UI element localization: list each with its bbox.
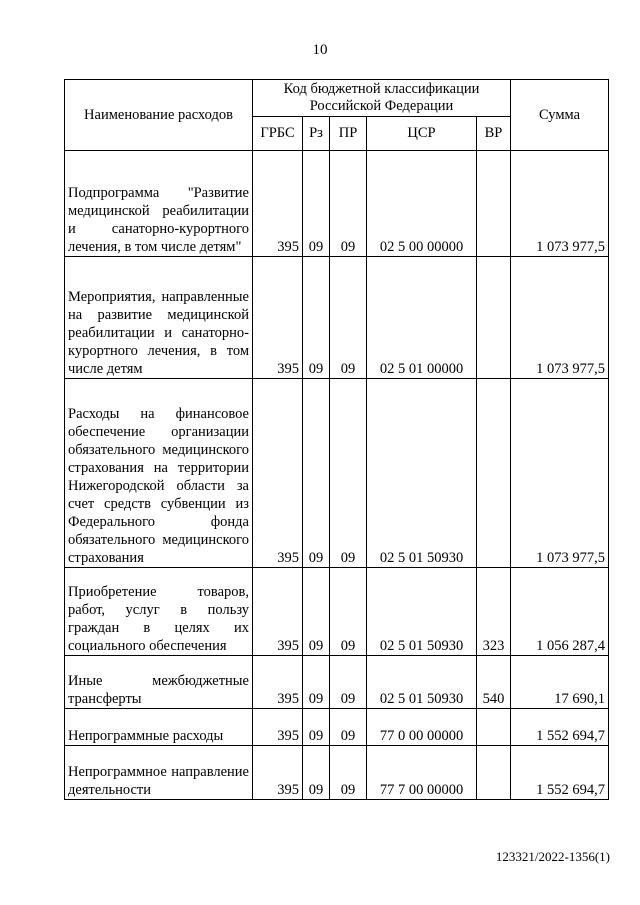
- row-vr: [477, 746, 511, 800]
- row-sum: 17 690,1: [511, 656, 609, 709]
- row-grbs: 395: [253, 656, 303, 709]
- header-pr: ПР: [330, 117, 367, 151]
- header-sum: Сумма: [511, 80, 609, 151]
- row-csr: 02 5 00 00000: [367, 151, 477, 257]
- row-pr: 09: [330, 656, 367, 709]
- row-grbs: 395: [253, 568, 303, 656]
- row-pr: 09: [330, 568, 367, 656]
- table-row: [65, 709, 609, 746]
- row-csr: 02 5 01 50930: [367, 656, 477, 709]
- row-rz: 09: [303, 379, 330, 568]
- header-rz: Рз: [303, 117, 330, 151]
- row-rz: 09: [303, 568, 330, 656]
- row-csr: 02 5 01 50930: [367, 568, 477, 656]
- row-name: Подпрограмма "Развитие медицинской реабилитации и санаторно-курортного лечения, в том числе детям": [65, 151, 253, 257]
- row-vr: 323: [477, 568, 511, 656]
- header-csr: ЦСР: [367, 117, 477, 151]
- budget-table: [64, 79, 609, 800]
- row-grbs: 395: [253, 257, 303, 379]
- row-rz: 09: [303, 746, 330, 800]
- row-sum: 1 056 287,4: [511, 568, 609, 656]
- row-pr: 09: [330, 257, 367, 379]
- page-number: 10: [312, 42, 328, 58]
- table-row: [65, 656, 609, 709]
- table-row: [65, 257, 609, 379]
- table-row: [65, 746, 609, 800]
- table-row: [65, 379, 609, 568]
- row-vr: 540: [477, 656, 511, 709]
- row-grbs: 395: [253, 151, 303, 257]
- row-csr: 77 7 00 00000: [367, 746, 477, 800]
- row-name: Непрограммные расходы: [65, 709, 253, 746]
- row-csr: 02 5 01 00000: [367, 257, 477, 379]
- row-name: Расходы на финансовое обеспечение организации обязательного медицинского страхования на территории Нижегородской области за счет средств субвенции из Федерального фонда обязательного медицинского страхования: [65, 379, 253, 568]
- row-pr: 09: [330, 709, 367, 746]
- row-csr: 02 5 01 50930: [367, 379, 477, 568]
- row-pr: 09: [330, 746, 367, 800]
- row-name: Приобретение товаров, работ, услуг в пользу граждан в целях их социального обеспечения: [65, 568, 253, 656]
- header-vr: ВР: [477, 117, 511, 151]
- row-pr: 09: [330, 379, 367, 568]
- table-row: [65, 151, 609, 257]
- row-csr: 77 0 00 00000: [367, 709, 477, 746]
- row-vr: [477, 257, 511, 379]
- row-rz: 09: [303, 151, 330, 257]
- row-name: Непрограммное направление деятельности: [65, 746, 253, 800]
- row-sum: 1 552 694,7: [511, 746, 609, 800]
- row-vr: [477, 379, 511, 568]
- row-sum: 1 073 977,5: [511, 379, 609, 568]
- row-grbs: 395: [253, 709, 303, 746]
- row-grbs: 395: [253, 379, 303, 568]
- table-row: [65, 568, 609, 656]
- row-rz: 09: [303, 656, 330, 709]
- row-name: Мероприятия, направленные на развитие медицинской реабилитации и санаторно-курортного лечения, в том числе детям: [65, 257, 253, 379]
- row-sum: 1 073 977,5: [511, 151, 609, 257]
- row-pr: 09: [330, 151, 367, 257]
- header-grbs: ГРБС: [253, 117, 303, 151]
- row-vr: [477, 709, 511, 746]
- row-name: Иные межбюджетные трансферты: [65, 656, 253, 709]
- header-code-group: Код бюджетной классификации Российской Федерации: [253, 80, 511, 117]
- row-sum: 1 073 977,5: [511, 257, 609, 379]
- row-sum: 1 552 694,7: [511, 709, 609, 746]
- document-code: 123321/2022-1356(1): [495, 849, 610, 864]
- row-vr: [477, 151, 511, 257]
- row-rz: 09: [303, 709, 330, 746]
- header-name: Наименование расходов: [65, 80, 253, 151]
- row-grbs: 395: [253, 746, 303, 800]
- row-rz: 09: [303, 257, 330, 379]
